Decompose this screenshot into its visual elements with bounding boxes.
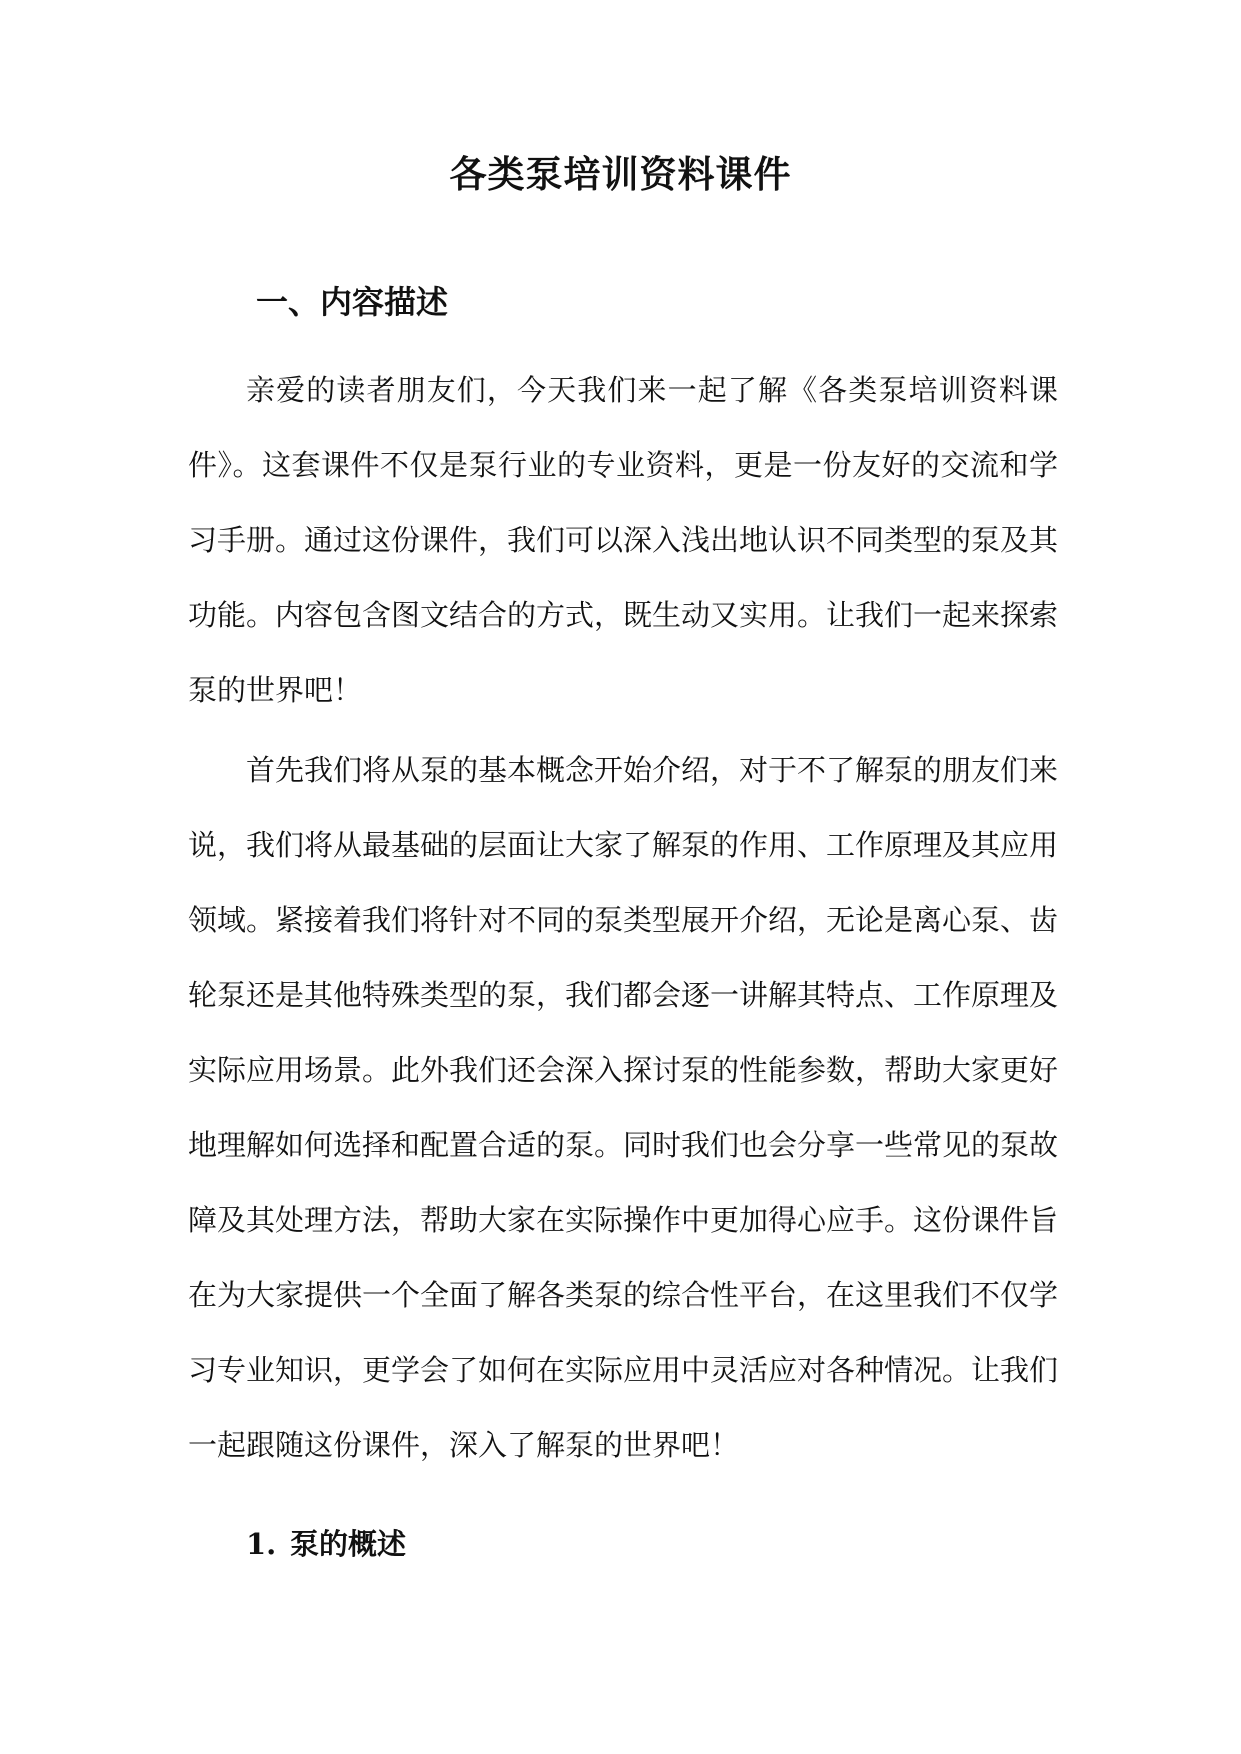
paragraph-line: 泵的世界吧！ [188, 673, 363, 707]
paragraph-overview [188, 733, 1058, 1483]
subsection-number: 1. [246, 1527, 277, 1561]
paragraph-line: 在为大家提供一个全面了解各类泵的综合性平台，在这里我们不仅学 [188, 1278, 1059, 1312]
paragraph-line: 领域。紧接着我们将针对不同的泵类型展开介绍，无论是离心泵、齿 [188, 903, 1059, 937]
paragraph-line: 功能。内容包含图文结合的方式，既生动又实用。让我们一起来探索 [188, 598, 1059, 632]
subsection-heading [246, 1524, 406, 1564]
paragraph-line: 首先我们将从泵的基本概念开始介绍，对于不了解泵的朋友们来 [246, 753, 1059, 787]
paragraph-line: 亲爱的读者朋友们，今天我们来一起了解《各类泵培训资料课 [246, 373, 1058, 407]
section-heading: 一、内容描述 [256, 283, 449, 321]
paragraph-line: 习手册。通过这份课件，我们可以深入浅出地认识不同类型的泵及其 [188, 523, 1059, 557]
paragraph-intro [188, 353, 1058, 728]
paragraph-line: 件》。这套课件不仅是泵行业的专业资料，更是一份友好的交流和学 [188, 448, 1058, 482]
paragraph-line: 一起跟随这份课件，深入了解泵的世界吧！ [188, 1428, 740, 1462]
paragraph-line: 实际应用场景。此外我们还会深入探讨泵的性能参数，帮助大家更好 [188, 1053, 1059, 1087]
paragraph-line: 地理解如何选择和配置合适的泵。同时我们也会分享一些常见的泵故 [188, 1128, 1059, 1162]
paragraph-line: 习专业知识，更学会了如何在实际应用中灵活应对各种情况。让我们 [188, 1353, 1059, 1387]
paragraph-line: 障及其处理方法，帮助大家在实际操作中更加得心应手。这份课件旨 [188, 1203, 1059, 1237]
document-title: 各类泵培训资料课件 [449, 152, 792, 196]
paragraph-line: 轮泵还是其他特殊类型的泵，我们都会逐一讲解其特点、工作原理及 [188, 978, 1059, 1012]
paragraph-line: 说，我们将从最基础的层面让大家了解泵的作用、工作原理及其应用 [188, 828, 1059, 862]
subsection-title: 泵的概述 [290, 1527, 407, 1561]
